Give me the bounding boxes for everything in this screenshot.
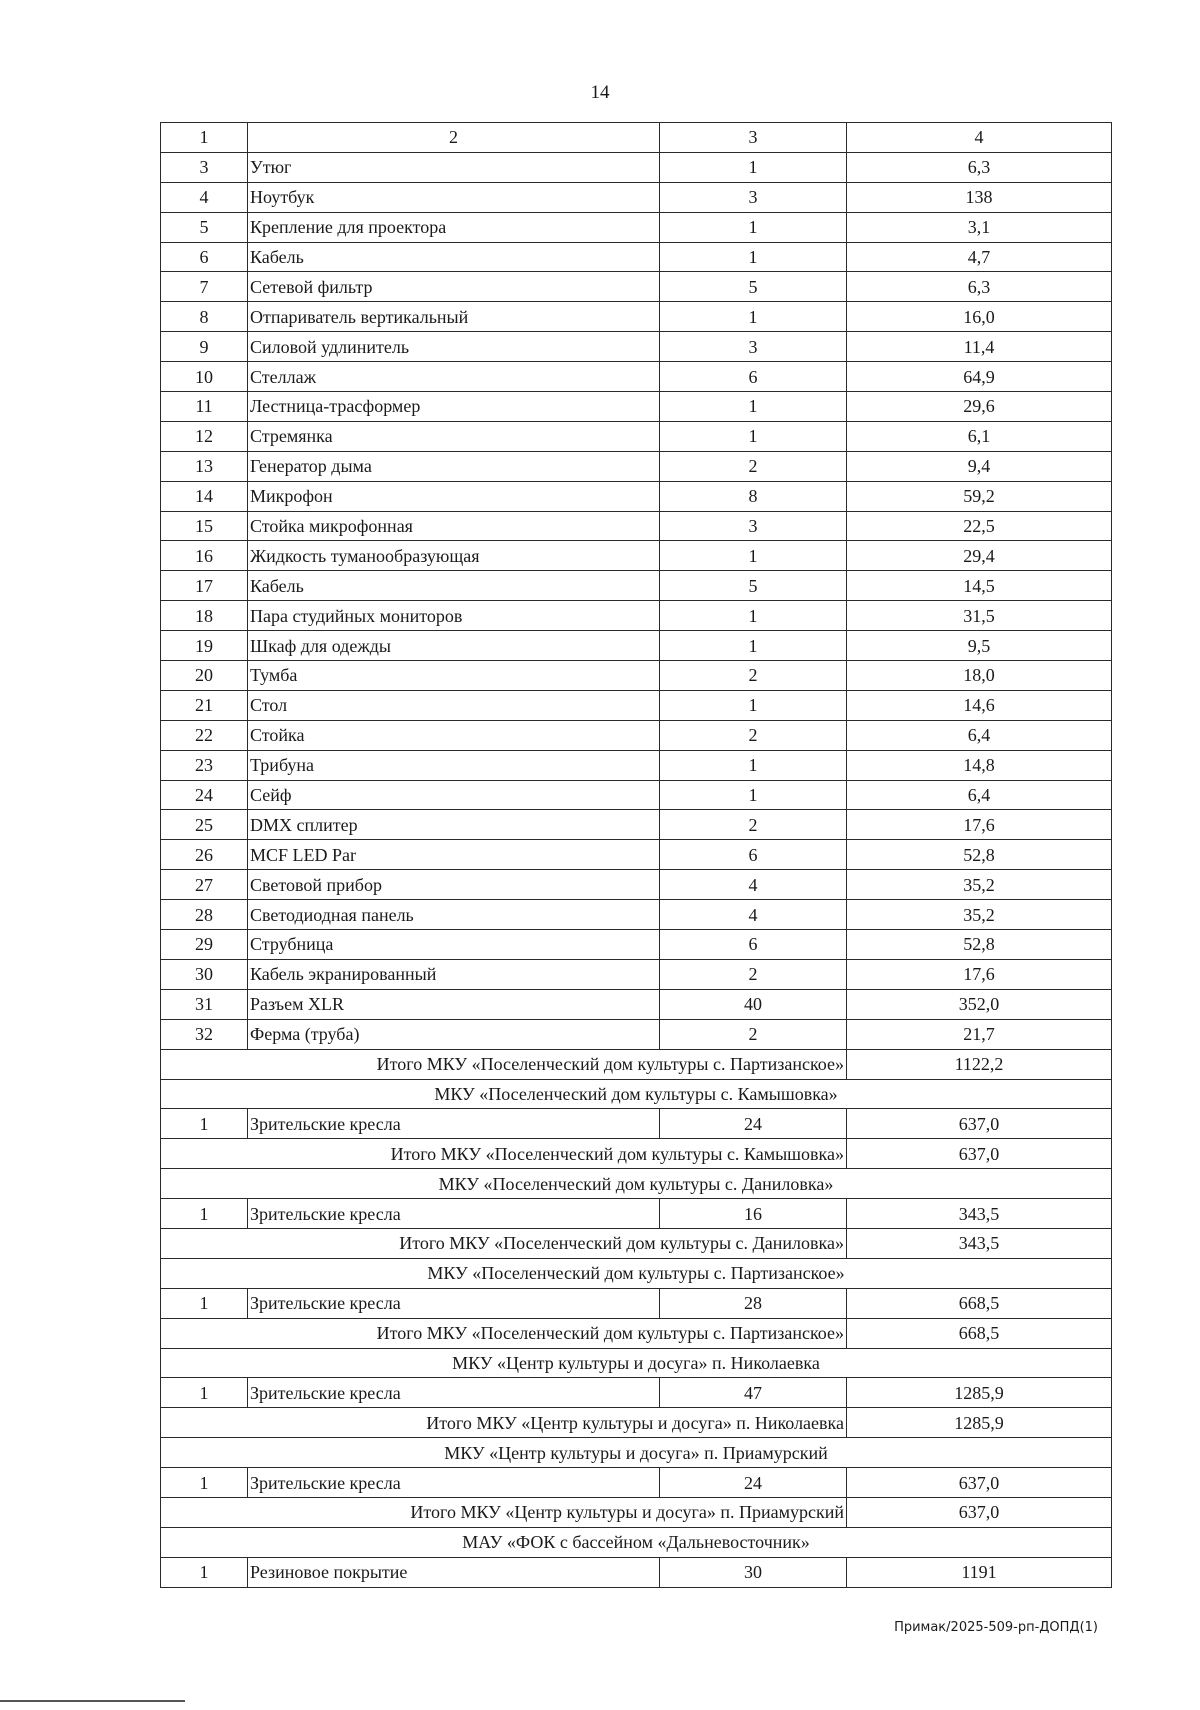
table-row <box>161 182 1112 212</box>
row-number: 3 <box>161 152 248 182</box>
row-number: 5 <box>161 212 248 242</box>
row-number: 32 <box>161 1019 248 1049</box>
row-number: 18 <box>161 601 248 631</box>
table-row <box>161 1288 1112 1318</box>
row-number: 26 <box>161 840 248 870</box>
item-quantity: 3 <box>660 332 847 362</box>
item-quantity: 6 <box>660 930 847 960</box>
table-row <box>161 989 1112 1019</box>
table-row <box>161 1468 1112 1498</box>
item-amount: 637,0 <box>847 1468 1112 1498</box>
item-name: Стремянка <box>248 421 660 451</box>
item-amount: 668,5 <box>847 1288 1112 1318</box>
item-name: Стеллаж <box>248 362 660 392</box>
table-row <box>161 152 1112 182</box>
item-quantity: 3 <box>660 182 847 212</box>
table-row <box>161 242 1112 272</box>
item-amount: 1191 <box>847 1557 1112 1587</box>
item-amount: 9,4 <box>847 451 1112 481</box>
total-label: Итого МКУ «Центр культуры и досуга» п. Приамурский <box>161 1497 847 1527</box>
table-row <box>161 421 1112 451</box>
row-number: 31 <box>161 989 248 1019</box>
item-name: Микрофон <box>248 481 660 511</box>
item-amount: 1285,9 <box>847 1378 1112 1408</box>
item-name: Тумба <box>248 661 660 691</box>
item-quantity: 28 <box>660 1288 847 1318</box>
item-quantity: 16 <box>660 1199 847 1229</box>
item-quantity: 2 <box>660 1019 847 1049</box>
item-name: Разъем XLR <box>248 989 660 1019</box>
row-number: 8 <box>161 302 248 332</box>
table-row <box>161 1199 1112 1229</box>
row-number: 6 <box>161 242 248 272</box>
item-amount: 35,2 <box>847 870 1112 900</box>
item-amount: 6,3 <box>847 152 1112 182</box>
item-quantity: 6 <box>660 840 847 870</box>
table-row <box>161 661 1112 691</box>
item-name: Шкаф для одежды <box>248 631 660 661</box>
row-number: 4 <box>161 182 248 212</box>
total-amount: 637,0 <box>847 1497 1112 1527</box>
item-amount: 14,6 <box>847 690 1112 720</box>
total-row <box>161 1318 1112 1348</box>
item-quantity: 2 <box>660 451 847 481</box>
section-heading-row <box>161 1438 1112 1468</box>
column-header-1: 1 <box>161 123 248 153</box>
item-amount: 6,3 <box>847 272 1112 302</box>
section-heading: МКУ «Поселенческий дом культуры с. Камышовка» <box>161 1079 1112 1109</box>
row-number: 23 <box>161 750 248 780</box>
item-name: Зрительские кресла <box>248 1288 660 1318</box>
section-heading-row <box>161 1169 1112 1199</box>
item-quantity: 24 <box>660 1109 847 1139</box>
table-row <box>161 332 1112 362</box>
item-amount: 138 <box>847 182 1112 212</box>
item-name: Жидкость туманообразующая <box>248 541 660 571</box>
table-row <box>161 1378 1112 1408</box>
item-name: Утюг <box>248 152 660 182</box>
item-name: Ноутбук <box>248 182 660 212</box>
document-code: Примак/2025-509-рп-ДОПД(1) <box>894 1620 1098 1635</box>
item-quantity: 6 <box>660 362 847 392</box>
table-row <box>161 212 1112 242</box>
total-row <box>161 1408 1112 1438</box>
row-number: 12 <box>161 421 248 451</box>
section-heading-row <box>161 1079 1112 1109</box>
table-row <box>161 511 1112 541</box>
item-name: Кабель <box>248 571 660 601</box>
section-heading: МКУ «Центр культуры и досуга» п. Николаевка <box>161 1348 1112 1378</box>
item-amount: 352,0 <box>847 989 1112 1019</box>
item-amount: 11,4 <box>847 332 1112 362</box>
section-heading: МКУ «Поселенческий дом культуры с. Даниловка» <box>161 1169 1112 1199</box>
table-row <box>161 930 1112 960</box>
table-row <box>161 750 1112 780</box>
total-row <box>161 1497 1112 1527</box>
section-heading-row <box>161 1348 1112 1378</box>
item-amount: 59,2 <box>847 481 1112 511</box>
item-quantity: 47 <box>660 1378 847 1408</box>
row-number: 1 <box>161 1109 248 1139</box>
item-quantity: 1 <box>660 152 847 182</box>
item-amount: 343,5 <box>847 1199 1112 1229</box>
table-row <box>161 451 1112 481</box>
item-name: Зрительские кресла <box>248 1109 660 1139</box>
item-quantity: 1 <box>660 690 847 720</box>
item-name: Пара студийных мониторов <box>248 601 660 631</box>
item-name: Струбница <box>248 930 660 960</box>
table-row <box>161 1019 1112 1049</box>
row-number: 1 <box>161 1288 248 1318</box>
item-quantity: 1 <box>660 212 847 242</box>
budget-table <box>160 122 1112 1588</box>
total-amount: 1285,9 <box>847 1408 1112 1438</box>
table-row <box>161 720 1112 750</box>
total-amount: 1122,2 <box>847 1049 1112 1079</box>
total-label: Итого МКУ «Поселенческий дом культуры с. Даниловка» <box>161 1228 847 1258</box>
item-amount: 22,5 <box>847 511 1112 541</box>
item-amount: 64,9 <box>847 362 1112 392</box>
item-name: Кабель <box>248 242 660 272</box>
item-name: Силовой удлинитель <box>248 332 660 362</box>
item-quantity: 1 <box>660 780 847 810</box>
item-amount: 31,5 <box>847 601 1112 631</box>
item-quantity: 4 <box>660 870 847 900</box>
total-amount: 668,5 <box>847 1318 1112 1348</box>
total-label: Итого МКУ «Поселенческий дом культуры с. Партизанское» <box>161 1049 847 1079</box>
row-number: 16 <box>161 541 248 571</box>
section-heading-row <box>161 1258 1112 1288</box>
item-amount: 6,4 <box>847 780 1112 810</box>
section-heading: МКУ «Центр культуры и досуга» п. Приамурский <box>161 1438 1112 1468</box>
item-amount: 6,4 <box>847 720 1112 750</box>
section-heading: МКУ «Поселенческий дом культуры с. Партизанское» <box>161 1258 1112 1288</box>
table-row <box>161 690 1112 720</box>
item-name: Стол <box>248 690 660 720</box>
item-name: Стойка <box>248 720 660 750</box>
column-header-row <box>161 123 1112 153</box>
row-number: 1 <box>161 1557 248 1587</box>
item-amount: 14,5 <box>847 571 1112 601</box>
item-quantity: 40 <box>660 989 847 1019</box>
table-row <box>161 601 1112 631</box>
item-quantity: 1 <box>660 541 847 571</box>
item-amount: 3,1 <box>847 212 1112 242</box>
table-row <box>161 481 1112 511</box>
table-row <box>161 571 1112 601</box>
row-number: 17 <box>161 571 248 601</box>
item-name: Зрительские кресла <box>248 1199 660 1229</box>
item-amount: 35,2 <box>847 900 1112 930</box>
row-number: 24 <box>161 780 248 810</box>
item-amount: 29,6 <box>847 392 1112 422</box>
item-quantity: 2 <box>660 959 847 989</box>
item-amount: 16,0 <box>847 302 1112 332</box>
row-number: 1 <box>161 1378 248 1408</box>
table-row <box>161 840 1112 870</box>
row-number: 30 <box>161 959 248 989</box>
item-name: Крепление для проектора <box>248 212 660 242</box>
item-amount: 4,7 <box>847 242 1112 272</box>
item-amount: 6,1 <box>847 421 1112 451</box>
row-number: 14 <box>161 481 248 511</box>
item-amount: 21,7 <box>847 1019 1112 1049</box>
row-number: 7 <box>161 272 248 302</box>
item-name: Резиновое покрытие <box>248 1557 660 1587</box>
item-quantity: 1 <box>660 750 847 780</box>
row-number: 1 <box>161 1468 248 1498</box>
item-name: Световой прибор <box>248 870 660 900</box>
item-name: Кабель экранированный <box>248 959 660 989</box>
table-row <box>161 1557 1112 1587</box>
item-name: Лестница-трасформер <box>248 392 660 422</box>
total-row <box>161 1228 1112 1258</box>
item-quantity: 1 <box>660 631 847 661</box>
item-quantity: 24 <box>660 1468 847 1498</box>
item-amount: 17,6 <box>847 959 1112 989</box>
row-number: 25 <box>161 810 248 840</box>
item-quantity: 8 <box>660 481 847 511</box>
item-quantity: 2 <box>660 810 847 840</box>
row-number: 19 <box>161 631 248 661</box>
table-row <box>161 541 1112 571</box>
row-number: 22 <box>161 720 248 750</box>
row-number: 15 <box>161 511 248 541</box>
row-number: 10 <box>161 362 248 392</box>
item-quantity: 1 <box>660 392 847 422</box>
item-name: Зрительские кресла <box>248 1468 660 1498</box>
item-name: MCF LED Par <box>248 840 660 870</box>
column-header-3: 3 <box>660 123 847 153</box>
row-number: 29 <box>161 930 248 960</box>
item-amount: 9,5 <box>847 631 1112 661</box>
total-label: Итого МКУ «Поселенческий дом культуры с. Партизанское» <box>161 1318 847 1348</box>
total-row <box>161 1049 1112 1079</box>
section-heading: МАУ «ФОК с бассейном «Дальневосточник» <box>161 1527 1112 1557</box>
item-name: Стойка микрофонная <box>248 511 660 541</box>
item-name: DMX сплитер <box>248 810 660 840</box>
table-row <box>161 302 1112 332</box>
table-row <box>161 631 1112 661</box>
item-name: Отпариватель вертикальный <box>248 302 660 332</box>
row-number: 11 <box>161 392 248 422</box>
table-row <box>161 810 1112 840</box>
item-amount: 52,8 <box>847 930 1112 960</box>
item-amount: 17,6 <box>847 810 1112 840</box>
table-row <box>161 870 1112 900</box>
item-quantity: 1 <box>660 302 847 332</box>
total-label: Итого МКУ «Поселенческий дом культуры с. Камышовка» <box>161 1139 847 1169</box>
table-row <box>161 272 1112 302</box>
item-quantity: 4 <box>660 900 847 930</box>
total-amount: 343,5 <box>847 1228 1112 1258</box>
column-header-4: 4 <box>847 123 1112 153</box>
row-number: 27 <box>161 870 248 900</box>
table-row <box>161 362 1112 392</box>
item-quantity: 1 <box>660 421 847 451</box>
item-name: Трибуна <box>248 750 660 780</box>
item-name: Сейф <box>248 780 660 810</box>
table-row <box>161 392 1112 422</box>
row-number: 1 <box>161 1199 248 1229</box>
item-amount: 637,0 <box>847 1109 1112 1139</box>
item-quantity: 2 <box>660 661 847 691</box>
table-body <box>161 123 1112 1588</box>
item-quantity: 5 <box>660 571 847 601</box>
row-number: 13 <box>161 451 248 481</box>
column-header-2: 2 <box>248 123 660 153</box>
total-label: Итого МКУ «Центр культуры и досуга» п. Николаевка <box>161 1408 847 1438</box>
item-name: Светодиодная панель <box>248 900 660 930</box>
row-number: 28 <box>161 900 248 930</box>
row-number: 9 <box>161 332 248 362</box>
table-row <box>161 959 1112 989</box>
section-heading-row <box>161 1527 1112 1557</box>
item-name: Сетевой фильтр <box>248 272 660 302</box>
item-quantity: 30 <box>660 1557 847 1587</box>
total-amount: 637,0 <box>847 1139 1112 1169</box>
table-row <box>161 1109 1112 1139</box>
table-row <box>161 780 1112 810</box>
row-number: 21 <box>161 690 248 720</box>
page-number: 14 <box>590 82 610 103</box>
item-name: Генератор дыма <box>248 451 660 481</box>
item-amount: 29,4 <box>847 541 1112 571</box>
scan-edge-line <box>0 1700 185 1702</box>
item-quantity: 3 <box>660 511 847 541</box>
item-name: Зрительские кресла <box>248 1378 660 1408</box>
item-quantity: 5 <box>660 272 847 302</box>
item-quantity: 2 <box>660 720 847 750</box>
item-amount: 14,8 <box>847 750 1112 780</box>
item-quantity: 1 <box>660 601 847 631</box>
item-amount: 18,0 <box>847 661 1112 691</box>
table-row <box>161 900 1112 930</box>
item-quantity: 1 <box>660 242 847 272</box>
item-amount: 52,8 <box>847 840 1112 870</box>
total-row <box>161 1139 1112 1169</box>
row-number: 20 <box>161 661 248 691</box>
item-name: Ферма (труба) <box>248 1019 660 1049</box>
